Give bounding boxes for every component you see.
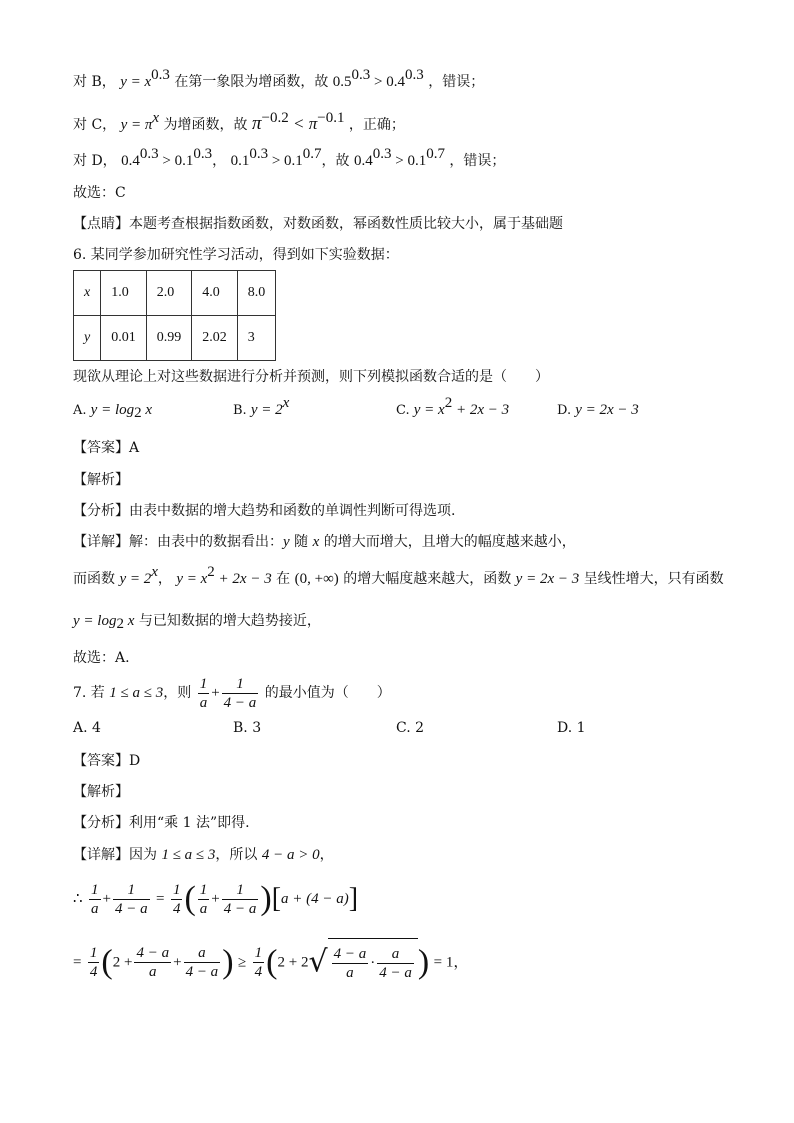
math: + bbox=[211, 685, 220, 701]
paren-open: ( bbox=[266, 943, 278, 981]
table-cell: 2.0 bbox=[146, 271, 192, 316]
math: > 0.1 bbox=[268, 153, 303, 169]
text: 随 bbox=[289, 534, 313, 550]
fraction bbox=[88, 944, 100, 981]
exponent: −0.2 bbox=[261, 110, 289, 126]
text: 【详解】因为 bbox=[73, 847, 162, 863]
text: ，则 bbox=[163, 685, 196, 701]
denominator: a bbox=[199, 900, 208, 917]
answer-7: 【答案】D bbox=[73, 753, 141, 769]
question-7 bbox=[73, 674, 391, 712]
solution-line-b bbox=[73, 67, 485, 92]
option-7d: D. 1 bbox=[557, 720, 586, 736]
paren-close: ) bbox=[417, 943, 430, 981]
fraction bbox=[171, 881, 183, 918]
fraction bbox=[222, 675, 259, 712]
math: 2 + 2 bbox=[277, 954, 309, 971]
denominator: a bbox=[346, 964, 354, 981]
exponent: −0.1 bbox=[317, 110, 345, 126]
math: + bbox=[102, 891, 111, 907]
fraction bbox=[134, 944, 171, 981]
denominator: a bbox=[199, 694, 208, 711]
text: ，错误； bbox=[428, 74, 485, 90]
math: y bbox=[283, 534, 290, 550]
question-6-prompt: 现欲从理论上对这些数据进行分析并预测，则下列模拟函数合适的是（ ） bbox=[73, 369, 549, 385]
option-6c bbox=[396, 395, 510, 419]
fraction bbox=[198, 675, 210, 712]
exponent: 2 bbox=[444, 395, 453, 411]
detail-7 bbox=[73, 845, 334, 865]
question-6: 6. 某同学参加研究性学习活动，得到如下实验数据： bbox=[73, 247, 399, 263]
comment-5: 【点睛】本题考查根据指数函数，对数函数，幂函数性质比较大小，属于基础题 bbox=[73, 216, 563, 232]
math: y = log bbox=[73, 613, 117, 629]
analysis-heading-7: 【解析】 bbox=[73, 784, 129, 800]
fraction bbox=[377, 945, 414, 982]
math: x bbox=[123, 613, 135, 629]
solution-line-d bbox=[73, 146, 506, 171]
exponent: 0.3 bbox=[372, 146, 392, 162]
denominator: 4 − a bbox=[223, 694, 257, 711]
text: 而函数 bbox=[73, 571, 120, 587]
option-7c: C. 2 bbox=[396, 720, 425, 736]
exponent: 0.3 bbox=[151, 67, 170, 83]
option-6d bbox=[557, 402, 639, 419]
option-label: D. bbox=[557, 403, 572, 418]
math: > 0.1 bbox=[391, 153, 427, 169]
math: + 2x − 3 bbox=[452, 402, 510, 418]
denominator: 4 − a bbox=[379, 964, 412, 981]
table-cell: 2.02 bbox=[192, 316, 238, 361]
numerator: 1 bbox=[199, 881, 208, 898]
exponent: x bbox=[282, 395, 290, 411]
numerator: 1 bbox=[222, 675, 259, 694]
table-cell: 8.0 bbox=[237, 271, 276, 316]
text: 【详解】解：由表中的数据看出： bbox=[73, 534, 283, 550]
subscript: 2 bbox=[134, 405, 142, 421]
table-cell: x bbox=[74, 271, 101, 316]
denominator: 4 − a bbox=[114, 900, 148, 917]
detail-6 bbox=[73, 532, 576, 552]
math: y = log bbox=[90, 402, 135, 418]
fraction bbox=[222, 881, 259, 918]
fraction bbox=[89, 881, 101, 918]
math: 1 ≤ a ≤ 3 bbox=[161, 847, 216, 863]
exponent: 0.3 bbox=[351, 67, 371, 83]
option-label: C. bbox=[396, 403, 410, 418]
numerator: 1 bbox=[222, 881, 259, 900]
text: 与已知数据的增大趋势接近， bbox=[134, 613, 321, 629]
math: + 2x − 3 bbox=[214, 571, 272, 587]
option-7b: B. 3 bbox=[233, 720, 262, 736]
math: a + (4 − a) bbox=[281, 891, 349, 907]
fraction bbox=[184, 944, 221, 981]
math: 1 ≤ a ≤ 3 bbox=[109, 685, 164, 701]
option-label: B. bbox=[233, 403, 247, 418]
bracket-close: ] bbox=[348, 883, 359, 914]
exponent: 0.3 bbox=[193, 146, 213, 162]
fraction bbox=[113, 881, 150, 918]
text: ，故 bbox=[321, 153, 354, 169]
text: 在 bbox=[271, 571, 295, 587]
text: ，错误； bbox=[449, 153, 506, 169]
math: 0.4 bbox=[353, 153, 373, 169]
table-cell: 4.0 bbox=[192, 271, 238, 316]
answer-choice-5: 故选：C bbox=[73, 185, 126, 201]
solution-line-c bbox=[73, 110, 405, 135]
subscript: 2 bbox=[116, 616, 124, 632]
denominator: a bbox=[91, 900, 99, 917]
denominator: a bbox=[149, 964, 157, 980]
math: y = 2x − 3 bbox=[515, 571, 580, 587]
math: · bbox=[370, 955, 376, 971]
paren-open: ( bbox=[184, 880, 196, 917]
text: ，正确； bbox=[348, 117, 405, 133]
equation-2 bbox=[73, 938, 468, 987]
numerator: 4 − a bbox=[333, 945, 367, 962]
text: 对 D， bbox=[73, 153, 117, 169]
math: x bbox=[141, 402, 153, 418]
math: 0.5 bbox=[332, 74, 352, 90]
option-label: A. bbox=[73, 403, 87, 418]
numerator: 1 bbox=[254, 945, 263, 961]
text: 在第一象限为增函数，故 bbox=[174, 74, 333, 90]
numerator: 4 − a bbox=[136, 945, 170, 961]
numerator: a bbox=[377, 945, 414, 964]
math: < π bbox=[288, 114, 318, 133]
sqrt-icon: √ bbox=[308, 944, 328, 980]
text: 对 B， bbox=[73, 74, 116, 90]
denominator: 4 bbox=[89, 964, 98, 980]
text: ， bbox=[319, 847, 334, 863]
math: > 0.1 bbox=[158, 153, 194, 169]
analysis-6: 【分析】由表中数据的增大趋势和函数的单调性判断可得选项. bbox=[73, 503, 456, 519]
table-row bbox=[74, 316, 276, 361]
analysis-7: 【分析】利用“乘 1 法”即得. bbox=[73, 815, 250, 831]
option-6b bbox=[233, 395, 290, 419]
math: 0.1 bbox=[230, 153, 250, 169]
option-6a bbox=[73, 402, 152, 419]
numerator: 1 bbox=[89, 945, 98, 961]
fraction bbox=[198, 881, 210, 918]
numerator: 1 bbox=[172, 881, 181, 898]
table-cell: 1.0 bbox=[101, 271, 147, 316]
text: 为增函数，故 bbox=[163, 117, 252, 133]
exponent: x bbox=[151, 564, 158, 580]
exponent: 0.7 bbox=[302, 146, 322, 162]
text: 的最小值为（ ） bbox=[260, 685, 391, 701]
math: + bbox=[211, 891, 220, 907]
bracket-open: [ bbox=[271, 883, 282, 914]
math: x bbox=[312, 534, 320, 550]
analysis-heading-6: 【解析】 bbox=[73, 472, 129, 488]
numerator: 1 bbox=[91, 881, 99, 898]
exponent: 2 bbox=[207, 564, 215, 580]
exponent: 0.3 bbox=[249, 146, 269, 162]
fraction bbox=[253, 944, 265, 981]
exponent: 0.3 bbox=[139, 146, 159, 162]
exponent: 0.7 bbox=[426, 146, 445, 162]
table-cell: 3 bbox=[237, 316, 276, 361]
answer-6: 【答案】A bbox=[73, 440, 140, 456]
numerator: 1 bbox=[199, 675, 208, 692]
paren-close: ) bbox=[222, 943, 234, 981]
math: y = π bbox=[120, 117, 153, 133]
data-table bbox=[73, 270, 276, 361]
text: 的增大幅度越来越大，函数 bbox=[338, 571, 516, 587]
denominator: 4 − a bbox=[185, 964, 219, 980]
math: π bbox=[252, 113, 262, 134]
math: y = x bbox=[413, 402, 445, 418]
denominator: 4 bbox=[254, 964, 263, 980]
math: y = x bbox=[176, 571, 208, 587]
math: y = 2x − 3 bbox=[575, 402, 639, 418]
math: = 1， bbox=[433, 954, 469, 971]
math: 0.4 bbox=[121, 153, 140, 169]
text: 对 C， bbox=[73, 117, 117, 133]
math: (0, +∞) bbox=[294, 571, 339, 587]
table-row bbox=[74, 271, 276, 316]
detail-6-line3 bbox=[73, 611, 321, 631]
text: 7. 若 bbox=[73, 685, 110, 701]
denominator: 4 − a bbox=[223, 900, 257, 917]
text: ， bbox=[157, 571, 172, 587]
math: ≥ bbox=[237, 954, 247, 971]
detail-6-line2 bbox=[73, 564, 724, 589]
numerator: 1 bbox=[113, 881, 150, 900]
math: = bbox=[73, 954, 82, 971]
table-cell: 0.99 bbox=[146, 316, 192, 361]
denominator: 4 bbox=[172, 900, 181, 917]
text: ，所以 bbox=[215, 847, 262, 863]
paren-open: ( bbox=[101, 943, 113, 981]
text: ， bbox=[212, 153, 227, 169]
equation-1 bbox=[73, 876, 358, 922]
numerator: a bbox=[184, 944, 221, 963]
math: y = x bbox=[120, 74, 152, 90]
math: ∴ bbox=[73, 891, 83, 907]
fraction bbox=[332, 945, 369, 982]
table-cell: y bbox=[74, 316, 101, 361]
math: 4 − a > 0 bbox=[261, 847, 320, 863]
option-7a: A. 4 bbox=[73, 720, 101, 736]
text: 的增大而增大，且增大的幅度越来越小， bbox=[319, 534, 576, 550]
math: y = 2 bbox=[119, 571, 152, 587]
math: > 0.4 bbox=[370, 74, 406, 90]
answer-choice-6: 故选：A. bbox=[73, 650, 130, 666]
math: = bbox=[156, 891, 165, 907]
exponent: 0.3 bbox=[405, 67, 424, 83]
radicand bbox=[328, 938, 418, 987]
text: 呈线性增大，只有函数 bbox=[579, 571, 724, 587]
paren-close: ) bbox=[260, 880, 272, 917]
math: + bbox=[173, 954, 182, 971]
math: 2 + bbox=[112, 954, 133, 971]
table-cell: 0.01 bbox=[101, 316, 147, 361]
exponent: x bbox=[152, 110, 160, 126]
math: y = 2 bbox=[250, 402, 283, 418]
